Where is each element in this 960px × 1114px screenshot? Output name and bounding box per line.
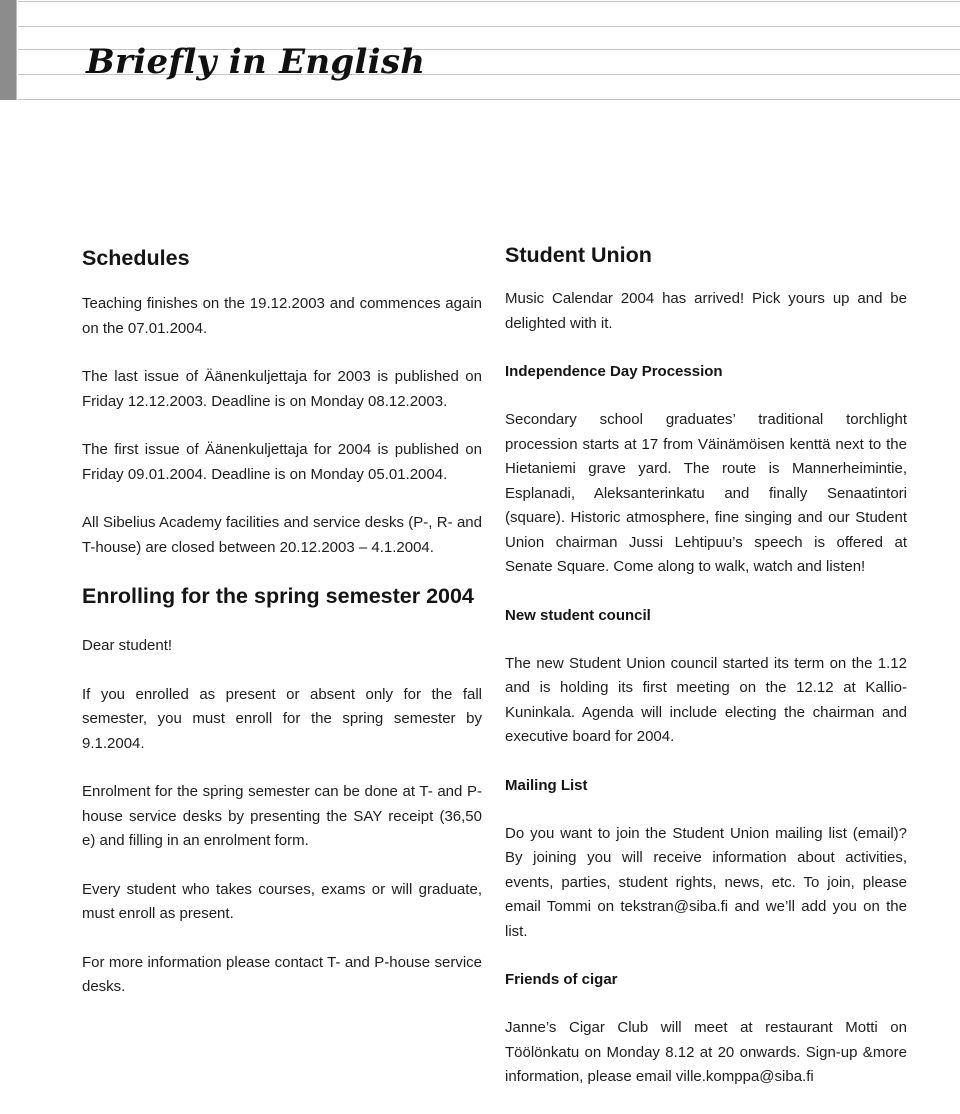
enrolling-paragraph: Dear student! bbox=[82, 637, 173, 654]
student-council-paragraph: The new Student Union council started its term on the 1.12 and is holding its first meeting on the 12.12 at Kallio-Kuninkala. Agenda will include electing the chairman and executive board for 2004. bbox=[505, 654, 907, 745]
header-rule bbox=[18, 99, 960, 100]
student-council-heading: New student council bbox=[505, 606, 651, 624]
independence-day-heading: Independence Day Procession bbox=[505, 363, 723, 380]
student-union-heading: Student Union bbox=[505, 243, 652, 267]
left-column bbox=[82, 244, 482, 1000]
page-header bbox=[0, 0, 960, 102]
enrolling-heading: Enrolling for the spring semester 2004 bbox=[82, 584, 474, 608]
header-side-bar bbox=[0, 0, 16, 100]
right-column bbox=[505, 241, 907, 1114]
cigar-club-paragraph: Janne’s Cigar Club will meet at restaurant Motti on Töölönkatu on Monday 8.12 at 20 onwards. Sign-up &more information, please email ville.komppa@siba.fi bbox=[505, 1019, 907, 1085]
enrolling-paragraph: For more information please contact T- and P-house service desks. bbox=[82, 953, 482, 995]
enrolling-paragraph: If you enrolled as present or absent only for the fall semester, you must enroll for the spring semester by 9.1.2004. bbox=[82, 685, 482, 752]
schedules-paragraph: The first issue of Äänenkuljettaja for 2004 is published on Friday 09.01.2004. Deadline is on Monday 05.01.2004. bbox=[82, 441, 482, 483]
header-side-bar-edge bbox=[16, 0, 17, 100]
student-union-paragraph: Music Calendar 2004 has arrived! Pick yours up and be delighted with it. bbox=[505, 290, 907, 332]
schedules-paragraph: All Sibelius Academy facilities and service desks (P-, R- and T-house) are closed between 20.12.2003 – 4.1.2004. bbox=[82, 514, 482, 556]
cigar-club-heading: Friends of cigar bbox=[505, 971, 618, 988]
independence-day-paragraph: Secondary school graduates’ traditional torchlight procession starts at 17 from Väinämöisen kenttä next to the Hietaniemi grave yard. The route is Mannerheimintie, Esplanadi, Aleksanterinkatu and finally Senaatintori (square). Historic atmosphere, fine singing and our Student Union chairman Jussi Lehtipuu’s speech is offered at Senate Square. Come along to walk, watch and listen! bbox=[505, 411, 907, 575]
header-rule bbox=[18, 1, 960, 2]
schedules-heading: Schedules bbox=[82, 246, 190, 270]
enrolling-paragraph: Every student who takes courses, exams or will graduate, must enroll as present. bbox=[82, 880, 482, 922]
mailing-list-paragraph: Do you want to join the Student Union mailing list (email)? By joining you will receive information about activities, events, parties, student rights, news, etc. To join, please email Tommi on tekstran@siba.fi and we’ll add you on the list. bbox=[505, 824, 907, 940]
schedules-paragraph: Teaching finishes on the 19.12.2003 and commences again on the 07.01.2004. bbox=[82, 295, 482, 337]
mailing-list-heading: Mailing List bbox=[505, 776, 588, 794]
enrolling-paragraph: Enrolment for the spring semester can be done at T- and P-house service desks by presenting the SAY receipt (36,50 e) and filling in an enrolment form. bbox=[82, 783, 482, 849]
page-title: Briefly in English bbox=[86, 42, 426, 82]
schedules-paragraph: The last issue of Äänenkuljettaja for 2003 is published on Friday 12.12.2003. Deadline is on Monday 08.12.2003. bbox=[82, 368, 482, 410]
header-rule bbox=[18, 26, 960, 27]
